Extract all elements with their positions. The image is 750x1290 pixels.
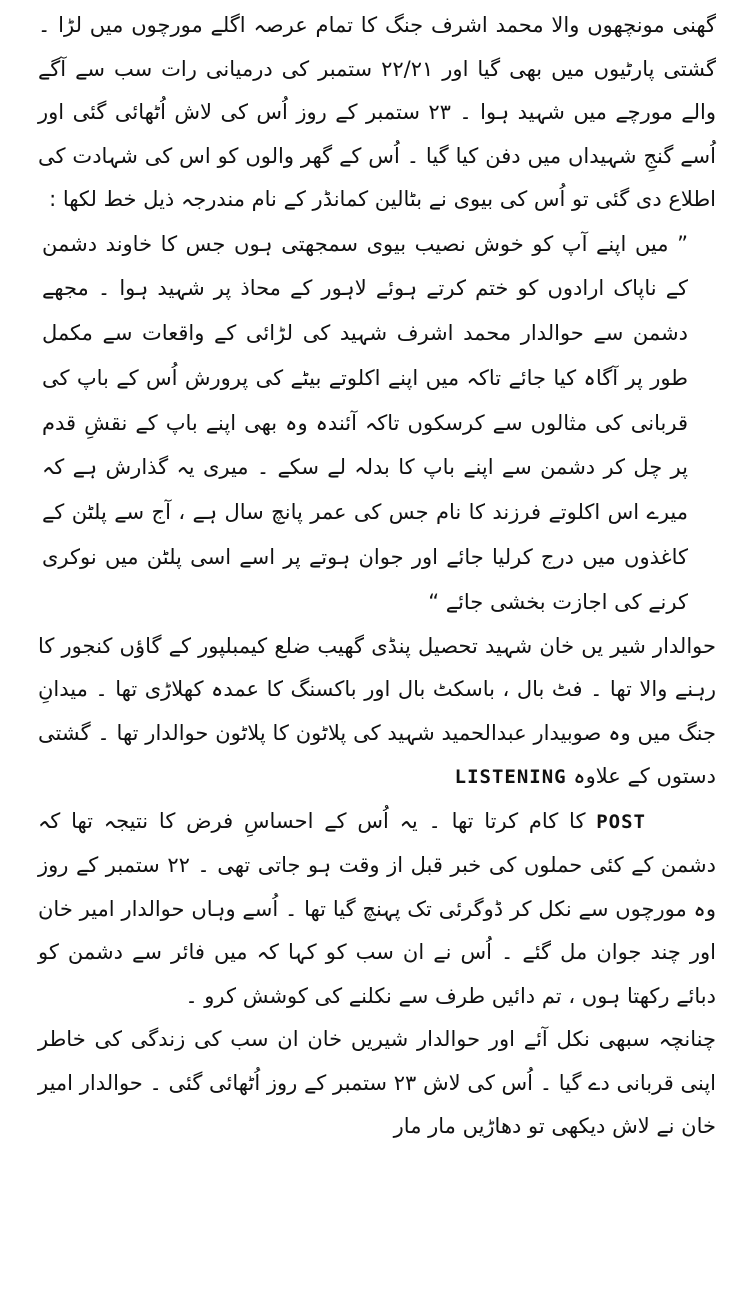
- paragraph-listening-post: [38, 800, 716, 1019]
- listening-word: LISTENING: [454, 766, 567, 789]
- quoted-letter: ” میں اپنے آپ کو خوش نصیب بیوی سمجھتی ہوں جس کا خاوند دشمن کے ناپاک ارادوں کو ختم کرتے ہوئے لاہور کے محاذ پر شہید ہوا ۔ مجھے دشمن سے حوالدار محمد اشرف شہید کی لڑائی کے واقعات سے مکمل طور پر آگاہ کیا جائے تاکہ میں اپنے اکلوتے بیٹے کی پرورش اُس کے باپ کی قربانی کی مثالوں سے کرسکوں تاکہ آئندہ وہ بھی اپنے باپ کے نقشِ قدم پر چل کر دشمن سے اپنے باپ کا بدلہ لے سکے ۔ میری یہ گذارش ہے کہ میرے اس اکلوتے فرزند کا نام جس کی عمر پانچ سال ہے ، آج سے پلٹن کے کاغذوں میں درج کرلیا جائے اور جوان ہوتے پر اسے اسی پلٹن میں نوکری کرنے کی اجازت بخشی جائے “: [42, 231, 688, 614]
- post-word: POST: [596, 810, 646, 833]
- paragraph-sherin-khan-text: حوالدار شیر یں خان شہید تحصیل پنڈی گھیب ضلع کیمبلپور کے گاؤں کنجور کا رہنے والا تھا ۔ فٹ بال ، باسکٹ بال اور باکسنگ کا عمدہ کھلاڑی تھا ۔ میدانِ جنگ میں وہ صوبیدار عبدالحمید شہید کی پلاٹون کا پلاٹون حوالدار تھا ۔ گشتی دستوں کے علاوہ: [38, 633, 716, 789]
- paragraph-intro: گھنی مونچھوں والا محمد اشرف جنگ کا تمام عرصہ اگلے مورچوں میں لڑا ۔ گشتی پارٹیوں میں بھی گیا اور ۲۲/۲۱ ستمبر کی درمیانی رات سب سے آگے والے مورچے میں شہید ہوا ۔ ۲۳ ستمبر کے روز اُس کی لاش اُٹھائی گئی اور اُسے گنجِ شہیداں میں دفن کیا گیا ۔ اُس کے گھر والوں کو اس کی شہادت کی اطلاع دی گئی تو اُس کی بیوی نے بٹالین کمانڈر کے نام مندرجہ ذیل خط لکھا :: [38, 13, 716, 211]
- paragraph-sherin-khan: [38, 625, 716, 800]
- paragraph-sacrifice: چنانچہ سبھی نکل آئے اور حوالدار شیریں خان ان سب کی زندگی کی خاطر اپنی قربانی دے گیا ۔ اُس کی لاش ۲۳ ستمبر کے روز اُٹھائی گئی ۔ حوالدار امیر خان نے لاش دیکھی تو دھاڑیں مار مار: [38, 1027, 716, 1139]
- paragraph-listening-post-text: کا کام کرتا تھا ۔ یہ اُس کے احساسِ فرض کا نتیجہ تھا کہ دشمن کے کئی حملوں کی خبر قبل از وقت ہو جاتی تھی ۔ ۲۲ ستمبر کے روز وہ مورچوں سے نکل کر ڈوگرئی تک پہنچ گیا تھا ۔ اُسے وہاں حوالدار امیر خان اور چند جوان مل گئے ۔ اُس نے ان سب کو کہا کہ میں فائر سے دشمن کو دبائے رکھتا ہوں ، تم دائیں طرف سے نکلنے کی کوشش کرو ۔: [38, 808, 716, 1008]
